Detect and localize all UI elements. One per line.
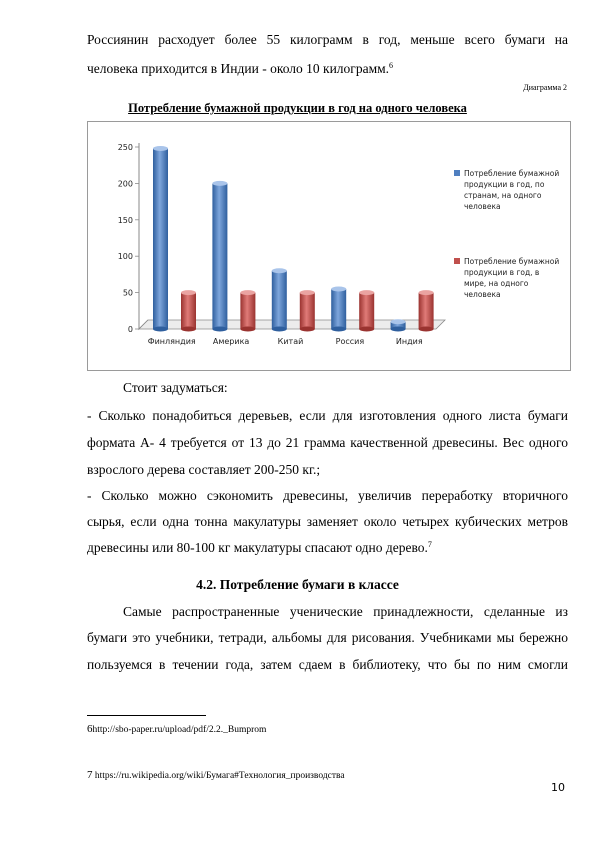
legend-label: Потребление бумажной <box>464 257 560 266</box>
bar-base <box>212 327 227 332</box>
x-tick-label: Индия <box>395 337 423 346</box>
x-tick-label: Америка <box>212 337 250 346</box>
think-line-2: формата А- 4 требуется от 13 до 21 грамма качественной древесины. Вес одного <box>87 435 568 450</box>
section-line-3: пользуемся в течении года, затем сдаем в библиотеку, что бы по ним смогли <box>87 657 568 672</box>
bar-base <box>240 327 255 332</box>
y-tick-label: 0 <box>127 325 133 334</box>
y-tick-label: 200 <box>117 179 133 189</box>
section-heading: 4.2. Потребление бумаги в классе <box>196 577 399 592</box>
legend-label: продукции в год, в <box>464 268 540 277</box>
footnote-7-link[interactable]: https://ru.wikipedia.org/wiki/Бумага#Технология_производства <box>92 771 345 781</box>
bar <box>181 293 196 329</box>
footnote-6-link[interactable]: http://sbo-paper.ru/upload/pdf/2.2._Bumprom <box>92 725 267 735</box>
legend-label: продукции в год, по <box>464 180 545 189</box>
footnote-separator <box>87 715 206 716</box>
bar <box>272 271 287 329</box>
legend-label: человека <box>464 290 501 299</box>
x-tick-label: Китай <box>277 337 304 346</box>
bar <box>240 293 255 329</box>
legend-label: человека <box>464 202 501 211</box>
bar-top <box>300 290 315 295</box>
bar-top <box>181 290 196 295</box>
bar-top <box>212 181 227 186</box>
legend-label: странам, на одного <box>464 191 542 200</box>
think-line-5: сырья, если одна тонна макулатуры заменяет около четырех кубических метров <box>87 514 568 529</box>
y-tick-label: 100 <box>117 252 133 262</box>
footnote-ref-7: 7 <box>427 540 432 549</box>
bar <box>300 293 315 329</box>
legend-swatch <box>454 258 460 264</box>
bar-base <box>419 327 434 332</box>
bar-top <box>272 268 287 273</box>
think-line-4: - Сколько можно сэкономить древесины, увеличив переработку вторичного <box>87 488 568 503</box>
x-tick-label: Россия <box>335 337 365 346</box>
bar-chart <box>88 122 570 370</box>
footnote-6: 6http://sbo-paper.ru/upload/pdf/2.2._Bumprom <box>87 723 267 735</box>
think-line-3: взрослого дерева составляет 200-250 кг.; <box>87 462 321 477</box>
x-tick-label: Финляндия <box>147 337 196 346</box>
footnote-7: 7 https://ru.wikipedia.org/wiki/Бумага#Технология_производства <box>87 769 345 781</box>
legend-swatch <box>454 170 460 176</box>
diagram-title: Потребление бумажной продукции в год на одного человека <box>128 101 467 115</box>
bar <box>331 289 346 329</box>
legend-label: Потребление бумажной <box>464 169 560 178</box>
page-number: 10 <box>551 781 565 794</box>
diagram-label: Диаграмма 2 <box>523 83 567 92</box>
bar-top <box>391 319 406 324</box>
think-heading: Стоит задуматься: <box>123 380 228 395</box>
y-tick-label: 150 <box>117 215 133 225</box>
bar <box>359 293 374 329</box>
bar-top <box>153 146 168 151</box>
bar-top <box>331 286 346 291</box>
bar <box>153 148 168 329</box>
think-line-6: древесины или 80-100 кг макулатуры спасают одно дерево.$^7$ <box>87 540 432 555</box>
bar-base <box>153 327 168 332</box>
bar-top <box>240 290 255 295</box>
section-line-2: бумаги это учебники, тетради, альбомы для рисования. Учебниками мы бережно <box>87 630 568 645</box>
y-tick-label: 50 <box>122 288 133 298</box>
bar-base <box>181 327 196 332</box>
y-axis-line <box>139 143 148 329</box>
bar-top <box>359 290 374 295</box>
chart-frame <box>87 121 571 371</box>
intro-line-1: Россиянин расходует более 55 килограмм в год, меньше всего бумаги на <box>87 32 568 47</box>
bar-base <box>391 327 406 332</box>
footnote-ref-6: 6 <box>389 61 394 70</box>
bar-base <box>272 327 287 332</box>
bar-base <box>331 327 346 332</box>
think-line-1: - Сколько понадобиться деревьев, если для изготовления одного листа бумаги <box>87 408 568 423</box>
bar <box>419 293 434 329</box>
section-line-1: Самые распространенные ученические принадлежности, сделанные из <box>123 604 568 619</box>
bar-top <box>419 290 434 295</box>
y-tick-label: 250 <box>117 143 133 152</box>
bar <box>212 183 227 329</box>
legend-label: мире, на одного <box>464 279 529 288</box>
intro-line-2: человека приходится в Индии - около 10 килограмм.$^6$ <box>87 61 394 76</box>
bar-base <box>359 327 374 332</box>
bar-base <box>300 327 315 332</box>
